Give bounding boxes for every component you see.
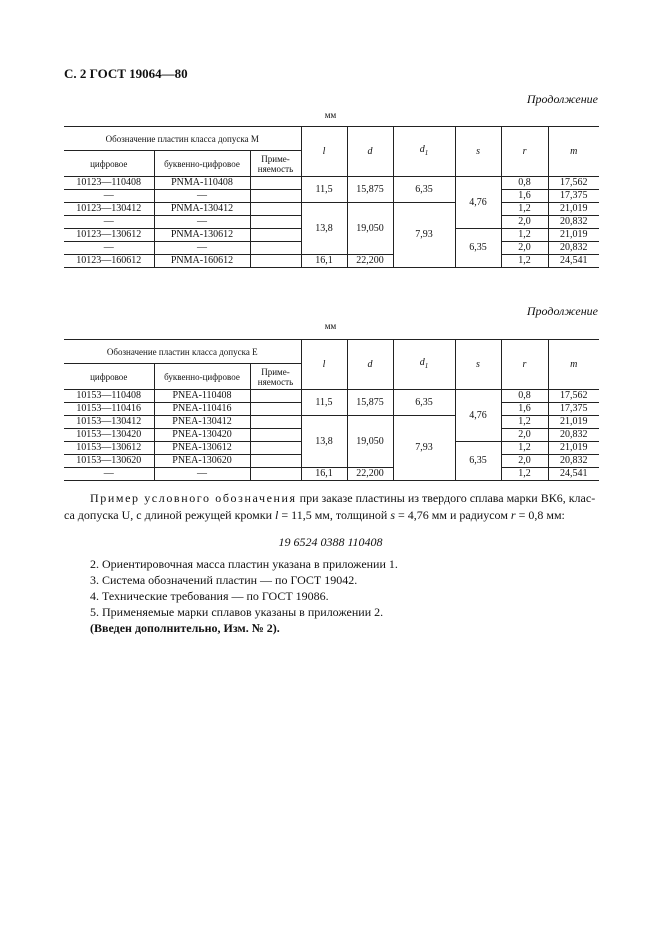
- table-cell: —: [64, 216, 154, 229]
- col-applicability: [250, 151, 301, 177]
- example-var-s: s: [390, 508, 395, 522]
- col-alnum: буквенно-цифровое: [154, 151, 250, 177]
- table-cell: 10153—110408: [64, 390, 154, 403]
- table-cell: 17,562: [548, 390, 599, 403]
- table-class-e: [64, 339, 599, 481]
- table-cell: [250, 429, 301, 442]
- table-cell: 10153—110416: [64, 403, 154, 416]
- table-cell: 20,832: [548, 242, 599, 255]
- table-cell: 10123—130612: [64, 229, 154, 242]
- col-digital: цифровое: [64, 364, 154, 390]
- table-cell: [250, 190, 301, 203]
- unit-label-2: мм: [324, 321, 337, 331]
- table-cell: [250, 416, 301, 429]
- table-cell: 19,050: [347, 203, 393, 255]
- table-cell: 15,875: [347, 390, 393, 416]
- table-cell: 1,6: [501, 403, 548, 416]
- table-cell: 0,8: [501, 390, 548, 403]
- table-cell: PNMA-160612: [154, 255, 250, 268]
- header-d1-sub: 1: [424, 362, 429, 370]
- note-2: 2. Ориентировочная масса пластин указана в приложении 1.: [90, 557, 398, 571]
- table-cell: PNMA-110408: [154, 177, 250, 190]
- page-header: С. 2 ГОСТ 19064—80: [64, 66, 188, 81]
- table-cell: 2,0: [501, 216, 548, 229]
- table-cell: 7,93: [393, 416, 455, 481]
- table-cell: 4,76: [455, 390, 501, 442]
- table-cell: 4,76: [455, 177, 501, 229]
- header-d: d: [347, 127, 393, 177]
- table-cell: 10123—130412: [64, 203, 154, 216]
- table-cell: 22,200: [347, 255, 393, 268]
- table-cell: 1,2: [501, 255, 548, 268]
- col-digital: цифровое: [64, 151, 154, 177]
- table-cell: 16,1: [301, 468, 347, 481]
- table-cell: —: [64, 242, 154, 255]
- table-cell: [250, 255, 301, 268]
- table-cell: 7,93: [393, 203, 455, 268]
- table-cell: 13,8: [301, 416, 347, 468]
- header-r: r: [501, 127, 548, 177]
- table-cell: PNEA-130412: [154, 416, 250, 429]
- header-l: l: [301, 340, 347, 390]
- table-cell: 10153—130612: [64, 442, 154, 455]
- header-l: l: [301, 127, 347, 177]
- table-cell: 6,35: [393, 390, 455, 416]
- header-d1-base: d: [419, 357, 425, 368]
- table-cell: 6,35: [393, 177, 455, 203]
- table-cell: —: [154, 242, 250, 255]
- header-d1-sub: 1: [424, 149, 429, 157]
- table-cell: 13,8: [301, 203, 347, 255]
- note-3: 3. Система обозначений пластин — по ГОСТ 19042.: [90, 573, 358, 587]
- table-class-m: [64, 126, 599, 268]
- table-cell: 10153—130620: [64, 455, 154, 468]
- table-cell: 11,5: [301, 177, 347, 203]
- col-applicability-line1: Приме-: [261, 366, 290, 377]
- table-cell: [250, 468, 301, 481]
- table-cell: 17,375: [548, 403, 599, 416]
- table-cell: 1,2: [501, 442, 548, 455]
- table-cell: 0,8: [501, 177, 548, 190]
- table-cell: 2,0: [501, 429, 548, 442]
- col-alnum: буквенно-цифровое: [154, 364, 250, 390]
- col-applicability-line2: няемость: [257, 163, 294, 174]
- header-m: m: [548, 340, 599, 390]
- header-d1: [393, 127, 455, 177]
- col-applicability-line1: Приме-: [261, 153, 290, 164]
- example-text-2b: = 11,5 мм, толщиной: [278, 508, 391, 522]
- example-text-2d: = 0,8 мм:: [515, 508, 565, 522]
- table-cell: 2,0: [501, 455, 548, 468]
- table-cell: [250, 455, 301, 468]
- example-code: 19 6524 0388 110408: [278, 535, 383, 549]
- header-s: s: [455, 127, 501, 177]
- table-cell: 20,832: [548, 455, 599, 468]
- table-cell: [250, 390, 301, 403]
- table-cell: PNMA-130612: [154, 229, 250, 242]
- col-applicability: [250, 364, 301, 390]
- table-cell: [250, 203, 301, 216]
- table-cell: 1,2: [501, 229, 548, 242]
- table-cell: 10153—130420: [64, 429, 154, 442]
- example-text-2c: = 4,76 мм и радиусом: [394, 508, 511, 522]
- table-cell: 6,35: [455, 229, 501, 268]
- example-lead: Пример условного обозначения: [90, 491, 297, 505]
- example-paragraph-line2: [64, 507, 599, 523]
- header-d: d: [347, 340, 393, 390]
- table-cell: 10153—130412: [64, 416, 154, 429]
- table-cell: 11,5: [301, 390, 347, 416]
- table-cell: 16,1: [301, 255, 347, 268]
- header-m: m: [548, 127, 599, 177]
- table-cell: 10123—160612: [64, 255, 154, 268]
- table-cell: —: [154, 216, 250, 229]
- header-d1-base: d: [419, 144, 425, 155]
- continuation-label-1: Продолжение: [526, 92, 598, 106]
- table-cell: PNMA-130412: [154, 203, 250, 216]
- table-cell: 15,875: [347, 177, 393, 203]
- col-applicability-line2: няемость: [257, 376, 294, 387]
- table-cell: 21,019: [548, 442, 599, 455]
- table-cell: 22,200: [347, 468, 393, 481]
- table-cell: [250, 229, 301, 242]
- table-cell: 1,2: [501, 203, 548, 216]
- table-cell: 1,2: [501, 416, 548, 429]
- table-cell: 1,2: [501, 468, 548, 481]
- table-cell: 1,6: [501, 190, 548, 203]
- example-text-1: при заказе пластины из твердого сплава марки ВК6, клас-: [296, 491, 596, 505]
- note-5: 5. Применяемые марки сплавов указаны в приложении 2.: [90, 605, 384, 619]
- example-var-r: r: [510, 508, 516, 522]
- table-cell: 17,375: [548, 190, 599, 203]
- example-text-2a: са допуска U, с длиной режущей кромки: [64, 508, 276, 522]
- table-cell: 21,019: [548, 203, 599, 216]
- table-cell: PNEA-110408: [154, 390, 250, 403]
- table-cell: 2,0: [501, 242, 548, 255]
- table-cell: 20,832: [548, 216, 599, 229]
- header-d1: [393, 340, 455, 390]
- table-cell: —: [64, 468, 154, 481]
- table-cell: [250, 442, 301, 455]
- class-m-title: Обозначение пластин класса допуска М: [64, 127, 301, 151]
- table-cell: [250, 242, 301, 255]
- amendment-note: (Введен дополнительно, Изм. № 2).: [90, 621, 280, 635]
- class-e-title: Обозначение пластин класса допуска Е: [64, 340, 301, 364]
- table-cell: 24,541: [548, 468, 599, 481]
- unit-label-1: мм: [324, 110, 337, 120]
- table-cell: 24,541: [548, 255, 599, 268]
- table-cell: 21,019: [548, 416, 599, 429]
- table-cell: PNEA-110416: [154, 403, 250, 416]
- table-cell: 17,562: [548, 177, 599, 190]
- table-cell: 21,019: [548, 229, 599, 242]
- header-s: s: [455, 340, 501, 390]
- table-cell: —: [154, 468, 250, 481]
- table-cell: [250, 177, 301, 190]
- continuation-label-2: Продолжение: [526, 304, 598, 318]
- table-cell: —: [154, 190, 250, 203]
- table-cell: [250, 216, 301, 229]
- table-cell: 20,832: [548, 429, 599, 442]
- example-paragraph: [64, 490, 599, 506]
- example-var-l: l: [275, 508, 279, 522]
- table-cell: PNEA-130620: [154, 455, 250, 468]
- table-cell: PNEA-130612: [154, 442, 250, 455]
- table-cell: PNEA-130420: [154, 429, 250, 442]
- table-cell: 19,050: [347, 416, 393, 468]
- note-4: 4. Технические требования — по ГОСТ 19086.: [90, 589, 329, 603]
- table-cell: [250, 403, 301, 416]
- header-r: r: [501, 340, 548, 390]
- table-cell: —: [64, 190, 154, 203]
- table-cell: 6,35: [455, 442, 501, 481]
- table-cell: 10123—110408: [64, 177, 154, 190]
